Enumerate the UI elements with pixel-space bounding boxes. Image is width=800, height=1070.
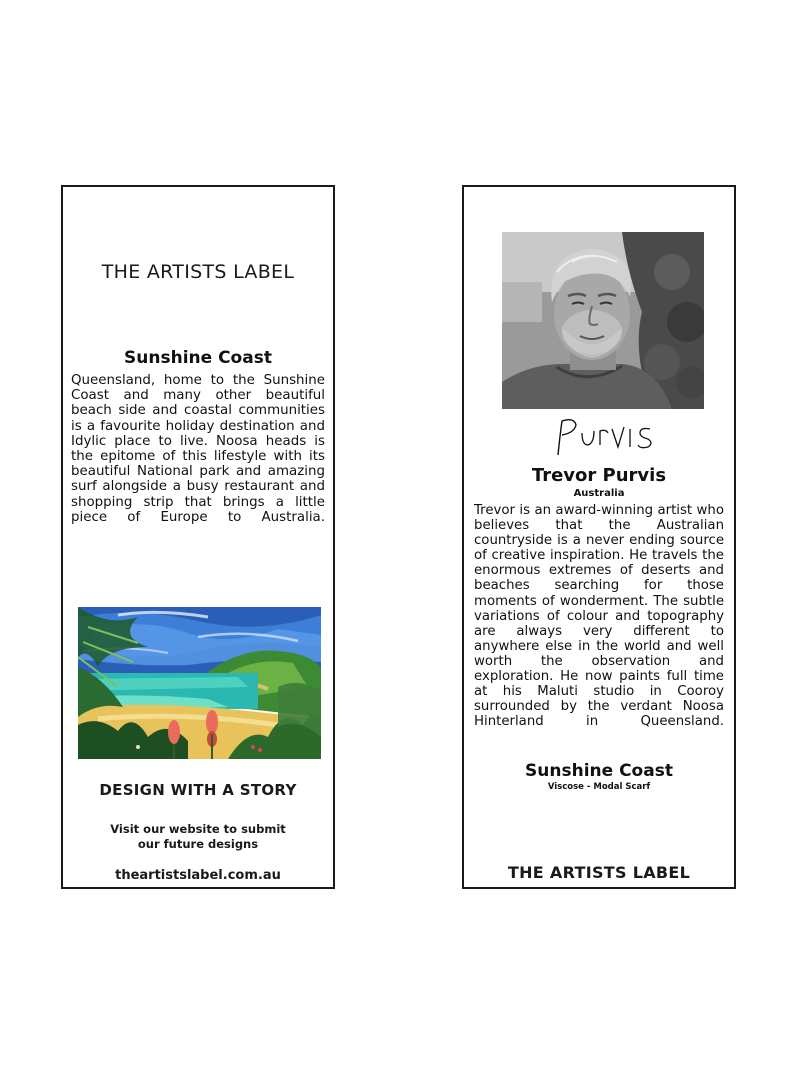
website-link[interactable]: theartistslabel.com.au bbox=[115, 868, 281, 883]
artist-portrait-image bbox=[502, 232, 704, 409]
visit-website-text bbox=[63, 822, 333, 852]
artist-signature bbox=[554, 415, 658, 461]
product-description: Viscose - Modal Scarf bbox=[547, 782, 651, 792]
artist-name: Trevor Purvis bbox=[531, 465, 667, 486]
artist-country: Australia bbox=[573, 488, 625, 499]
visit-line-1: Visit our website to submit bbox=[110, 822, 286, 836]
visit-line-2: our future designs bbox=[137, 837, 259, 851]
brand-footer: THE ARTISTS LABEL bbox=[507, 863, 691, 882]
brand-title: THE ARTISTS LABEL bbox=[101, 261, 295, 283]
location-heading: Sunshine Coast bbox=[124, 348, 272, 368]
design-heading: Sunshine Coast bbox=[525, 761, 673, 781]
right-label-card bbox=[462, 185, 736, 889]
left-label-card bbox=[61, 185, 335, 889]
beach-painting-image bbox=[78, 607, 321, 759]
tagline: DESIGN WITH A STORY bbox=[99, 781, 297, 799]
artist-biography: Trevor is an award-winning artist who believes that the Australian countryside is a never ending source of creative inspiration. He travels the enormous extremes of deserts and beaches searching for those moments of wonderment. The subtle variations of colour and topography are always very different to anywhere else in the world and well worth the observation and exploration. He now paints full time at his Maluti studio in Cooroy surrounded by the verdant Noosa Hinterland in Queensland. bbox=[474, 503, 724, 730]
location-description: Queensland, home to the Sunshine Coast and many other beautiful beach side and coastal communities is a favourite holiday destination and Idylic place to live. Noosa heads is the epitome of this lifestyle with its beautiful National park and amazing surf alongside a busy restaurant and shopping strip that brings a little piece of Europe to Australia. bbox=[71, 373, 325, 525]
